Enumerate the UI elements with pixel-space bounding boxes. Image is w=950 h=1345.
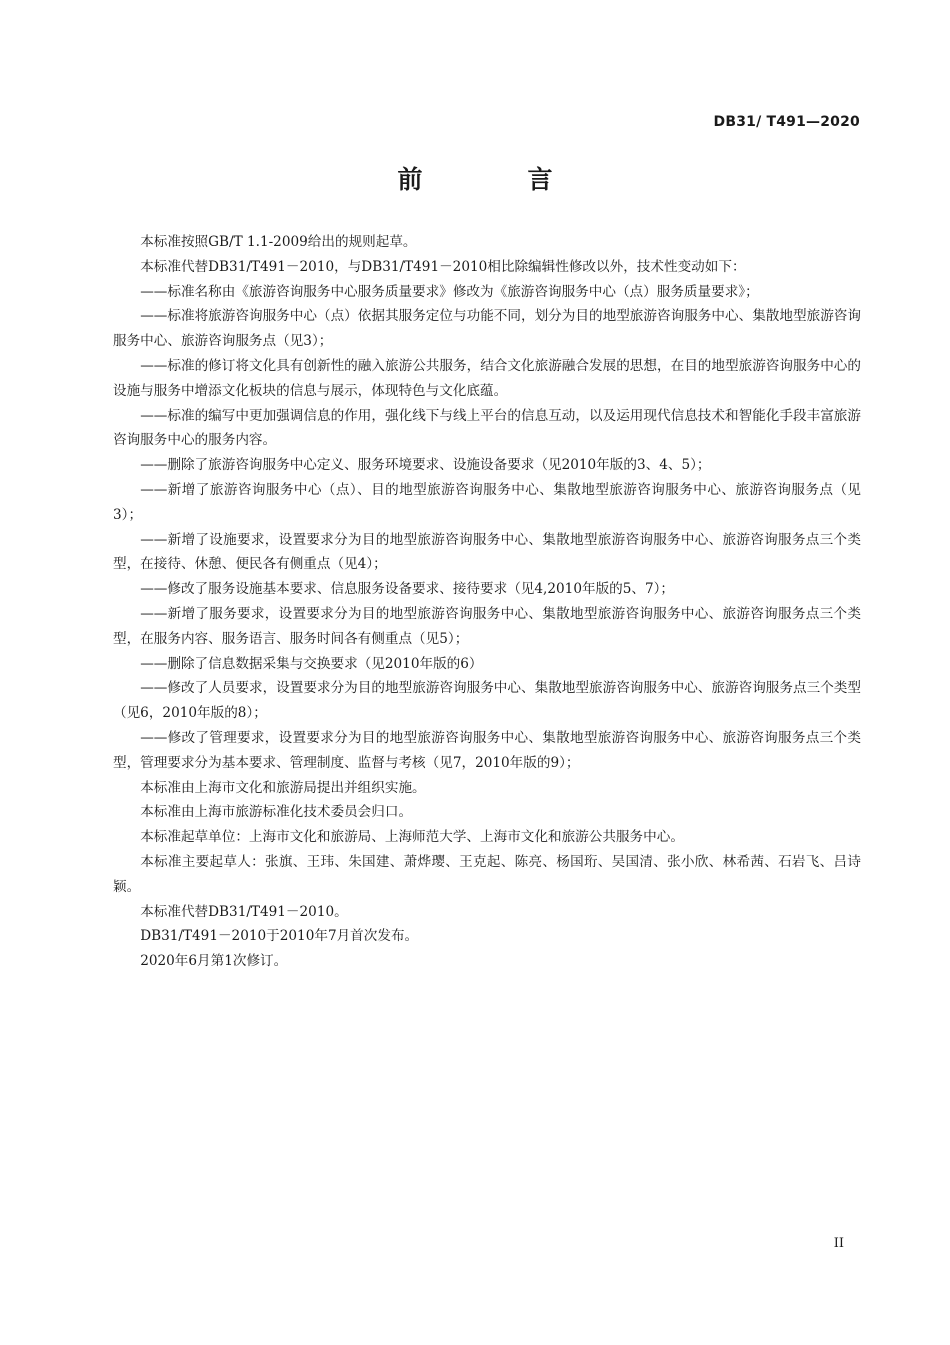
paragraph: ——新增了设施要求，设置要求分为目的地型旅游咨询服务中心、集散地型旅游咨询服务中心、旅游咨询服务点三个类型，在接待、休憩、便民各有侧重点（见4）； xyxy=(113,531,861,573)
paragraph: 本标准起草单位：上海市文化和旅游局、上海师范大学、上海市文化和旅游公共服务中心。 xyxy=(140,829,684,846)
paragraph: ——标准名称由《旅游咨询服务中心服务质量要求》修改为《旅游咨询服务中心（点）服务质量要求》； xyxy=(140,283,759,300)
paragraph: ——删除了信息数据采集与交换要求（见2010年版的6） xyxy=(140,655,483,672)
page-number: II xyxy=(833,1236,844,1251)
document-code: DB31/ T491—2020 xyxy=(713,114,860,130)
paragraph: 本标准代替DB31/T491－2010。 xyxy=(140,903,348,920)
foreword-body xyxy=(113,230,861,974)
paragraph: ——标准的修订将文化具有创新性的融入旅游公共服务，结合文化旅游融合发展的思想，在目的地型旅游咨询服务中心的设施与服务中增添文化板块的信息与展示，体现特色与文化底蕴。 xyxy=(113,357,861,399)
paragraph: 本标准代替DB31/T491－2010，与DB31/T491－2010相比除编辑性修改以外，技术性变动如下： xyxy=(140,258,746,275)
paragraph: 本标准由上海市旅游标准化技术委员会归口。 xyxy=(140,804,413,821)
paragraph: 本标准由上海市文化和旅游局提出并组织实施。 xyxy=(140,779,426,796)
paragraph: ——删除了旅游咨询服务中心定义、服务环境要求、设施设备要求（见2010年版的3、4、5）； xyxy=(140,457,711,474)
paragraph: 本标准按照GB/T 1.1-2009给出的规则起草。 xyxy=(140,234,417,250)
paragraph: DB31/T491－2010于2010年7月首次发布。 xyxy=(140,928,419,945)
paragraph: ——新增了旅游咨询服务中心（点）、目的地型旅游咨询服务中心、集散地型旅游咨询服务中心、旅游咨询服务点（见3）； xyxy=(113,481,861,523)
paragraph: ——新增了服务要求，设置要求分为目的地型旅游咨询服务中心、集散地型旅游咨询服务中心、旅游咨询服务点三个类型，在服务内容、服务语言、服务时间各有侧重点（见5）； xyxy=(113,605,861,647)
paragraph: ——标准的编写中更加强调信息的作用，强化线下与线上平台的信息互动，以及运用现代信息技术和智能化手段丰富旅游咨询服务中心的服务内容。 xyxy=(113,407,861,449)
paragraph: ——修改了管理要求，设置要求分为目的地型旅游咨询服务中心、集散地型旅游咨询服务中心、旅游咨询服务点三个类型，管理要求分为基本要求、管理制度、监督与考核（见7，2010年版的9）； xyxy=(113,729,861,771)
paragraph: ——修改了服务设施基本要求、信息服务设备要求、接待要求（见4,2010年版的5、7）； xyxy=(140,581,675,598)
paragraph: ——修改了人员要求，设置要求分为目的地型旅游咨询服务中心、集散地型旅游咨询服务中心、旅游咨询服务点三个类型（见6，2010年版的8）； xyxy=(113,680,861,722)
paragraph: 2020年6月第1次修订。 xyxy=(140,953,288,970)
page-title: 前 言 xyxy=(397,165,593,194)
paragraph: ——标准将旅游咨询服务中心（点）依据其服务定位与功能不同，划分为目的地型旅游咨询服务中心、集散地型旅游咨询服务中心、旅游咨询服务点（见3）； xyxy=(113,308,861,350)
paragraph: 本标准主要起草人：张旗、王玮、朱国建、萧烨璎、王克起、陈亮、杨国珩、吴国清、张小欣、林希茜、石岩飞、吕诗颖。 xyxy=(113,853,861,895)
